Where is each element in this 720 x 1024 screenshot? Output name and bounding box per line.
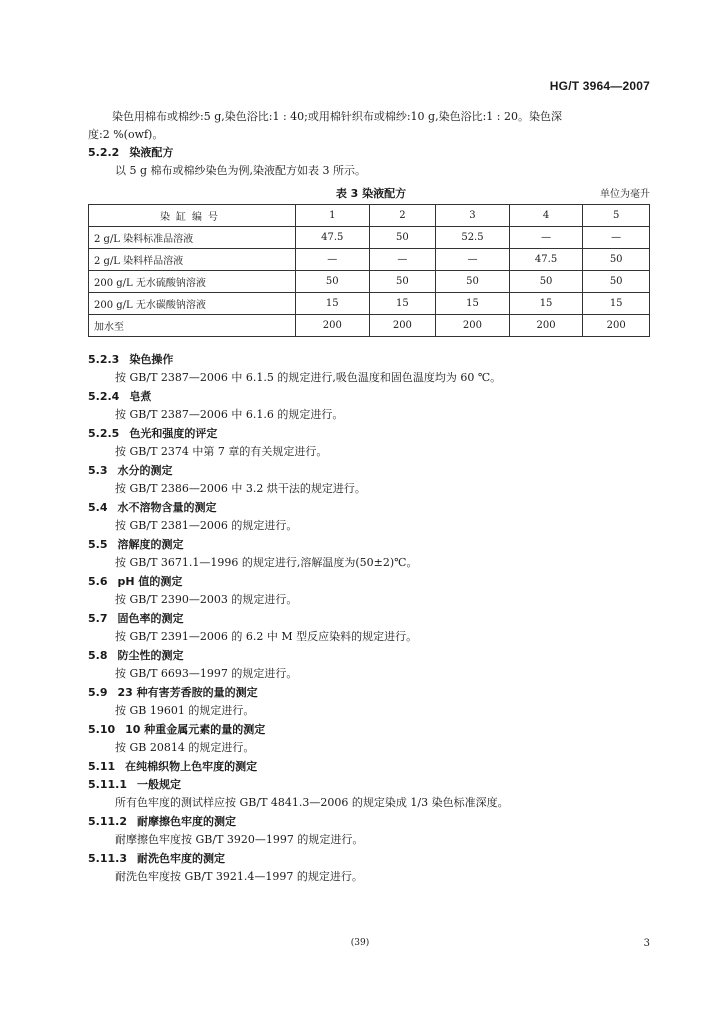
section-body: 按 GB 20814 的规定进行。 [115, 741, 255, 754]
table-cell: 15 [296, 293, 370, 315]
section-title: 耐洗色牢度的测定 [136, 852, 225, 865]
standard-code: HG/T 3964—2007 [549, 79, 650, 93]
section-number: 5.11.1 [88, 778, 127, 791]
intro-line-1: 染色用棉布或棉纱:5 g,染色浴比:1 : 40;或用棉针织布或棉纱:10 g,染色浴比:1 : 20。染色深 [112, 110, 562, 123]
section-heading [88, 850, 654, 868]
section-heading [88, 776, 654, 794]
column-header: 2 [369, 205, 436, 227]
table-cell: 47.5 [296, 227, 370, 249]
section-heading [88, 351, 654, 369]
sections-list [88, 351, 654, 886]
table-cell: 200 [296, 315, 370, 337]
section-heading [88, 388, 654, 406]
section-body: 按 GB/T 2381—2006 的规定进行。 [115, 519, 298, 532]
section-heading [88, 813, 654, 831]
table-row [89, 249, 650, 271]
section-body: 按 GB/T 6693—1997 的规定进行。 [115, 667, 298, 680]
table-cell: 52.5 [436, 227, 510, 249]
table-cell: 200 [436, 315, 510, 337]
table-cell: — [583, 227, 650, 249]
section-title: 色光和强度的评定 [129, 427, 218, 440]
table-cell: 15 [436, 293, 510, 315]
table-cell: — [436, 249, 510, 271]
row-label: 200 g/L 无水硫酸钠溶液 [89, 271, 296, 293]
section-body: 以 5 g 棉布或棉纱染色为例,染液配方如表 3 所示。 [115, 164, 367, 177]
section-title: pH 值的测定 [117, 575, 183, 588]
section-heading [88, 758, 654, 776]
table-row [89, 227, 650, 249]
section-number: 5.7 [88, 612, 108, 625]
table-cell: 50 [369, 271, 436, 293]
section-title: 23 种有害芳香胺的量的测定 [117, 686, 258, 699]
section-number: 5.11.3 [88, 852, 127, 865]
section-heading [88, 536, 654, 554]
intro-line-2: 度:2 %(owf)。 [88, 128, 164, 141]
table-unit: 单位为毫升 [600, 189, 650, 200]
row-label: 加水至 [89, 315, 296, 337]
page-footer: (39) [350, 938, 370, 948]
section-number: 5.11.2 [88, 815, 127, 828]
table-cell: 50 [436, 271, 510, 293]
table-cell: 15 [583, 293, 650, 315]
table-cell: — [369, 249, 436, 271]
column-header: 1 [296, 205, 370, 227]
table-cell: 200 [583, 315, 650, 337]
section-body: 所有色牢度的测试样应按 GB/T 4841.3—2006 的规定染成 1/3 染色标准深度。 [115, 796, 509, 809]
section-number: 5.4 [88, 501, 108, 514]
table-cell: 15 [369, 293, 436, 315]
table-cell: — [296, 249, 370, 271]
section-body: 耐摩擦色牢度按 GB/T 3920—1997 的规定进行。 [115, 833, 364, 846]
table-header-row [89, 205, 650, 227]
section-number: 5.6 [88, 575, 108, 588]
header-label-cell: 染缸编号 [89, 205, 296, 227]
page-number: 3 [643, 938, 650, 949]
section-title: 皂煮 [129, 390, 152, 403]
section-title: 染液配方 [129, 146, 174, 159]
table-row [89, 271, 650, 293]
dye-recipe-table [88, 204, 650, 337]
section-body: 按 GB/T 2387—2006 中 6.1.5 的规定进行,吸色温度和固色温度均为 60 ℃。 [115, 371, 502, 384]
table-row [89, 293, 650, 315]
table-title: 表 3 染液配方 [335, 187, 407, 200]
section-heading [88, 684, 654, 702]
section-body: 按 GB/T 2374 中第 7 章的有关规定进行。 [115, 445, 328, 458]
table-cell: 200 [369, 315, 436, 337]
section-heading [88, 721, 654, 739]
table-cell: 50 [369, 227, 436, 249]
section-title: 水分的测定 [117, 464, 173, 477]
table-cell: 50 [583, 249, 650, 271]
table-cell: — [509, 227, 583, 249]
table-cell: 15 [509, 293, 583, 315]
section-number: 5.5 [88, 538, 108, 551]
row-label: 2 g/L 染料样品溶液 [89, 249, 296, 271]
section-number: 5.2.2 [88, 146, 120, 159]
section-number: 5.8 [88, 649, 108, 662]
section-heading [88, 144, 654, 162]
section-body: 按 GB/T 2390—2003 的规定进行。 [115, 593, 298, 606]
section-number: 5.10 [88, 723, 116, 736]
section-body: 按 GB 19601 的规定进行。 [115, 704, 255, 717]
column-header: 3 [436, 205, 510, 227]
section-number: 5.3 [88, 464, 108, 477]
row-label: 2 g/L 染料标准品溶液 [89, 227, 296, 249]
section-title: 10 种重金属元素的量的测定 [125, 723, 266, 736]
section-number: 5.2.4 [88, 390, 120, 403]
section-heading [88, 425, 654, 443]
section-title: 耐摩擦色牢度的测定 [136, 815, 236, 828]
section-title: 在纯棉织物上色牢度的测定 [125, 760, 258, 773]
section-number: 5.2.5 [88, 427, 120, 440]
section-heading [88, 647, 654, 665]
section-body: 按 GB/T 2391—2006 的 6.2 中 M 型反应染料的规定进行。 [115, 630, 418, 643]
section-heading [88, 499, 654, 517]
table-cell: 200 [509, 315, 583, 337]
column-header: 5 [583, 205, 650, 227]
section-body: 按 GB/T 3671.1—1996 的规定进行,溶解温度为(50±2)℃。 [115, 556, 418, 569]
section-body: 耐洗色牢度按 GB/T 3921.4—1997 的规定进行。 [115, 870, 363, 883]
column-header: 4 [509, 205, 583, 227]
table-cell: 47.5 [509, 249, 583, 271]
section-body: 按 GB/T 2386—2006 中 3.2 烘干法的规定进行。 [115, 482, 366, 495]
section-heading [88, 462, 654, 480]
section-title: 溶解度的测定 [117, 538, 184, 551]
section-title: 防尘性的测定 [117, 649, 184, 662]
table-cell: 50 [583, 271, 650, 293]
section-heading [88, 573, 654, 591]
section-number: 5.11 [88, 760, 116, 773]
row-label: 200 g/L 无水碳酸钠溶液 [89, 293, 296, 315]
section-title: 水不溶物含量的测定 [117, 501, 217, 514]
table-cell: 50 [296, 271, 370, 293]
table-cell: 50 [509, 271, 583, 293]
section-title: 固色率的测定 [117, 612, 184, 625]
table-caption [88, 182, 654, 204]
section-number: 5.2.3 [88, 353, 120, 366]
section-number: 5.9 [88, 686, 108, 699]
section-title: 一般规定 [136, 778, 181, 791]
section-body: 按 GB/T 2387—2006 中 6.1.6 的规定进行。 [115, 408, 344, 421]
page-content [88, 108, 654, 887]
table-row [89, 315, 650, 337]
section-heading [88, 610, 654, 628]
section-title: 染色操作 [129, 353, 174, 366]
